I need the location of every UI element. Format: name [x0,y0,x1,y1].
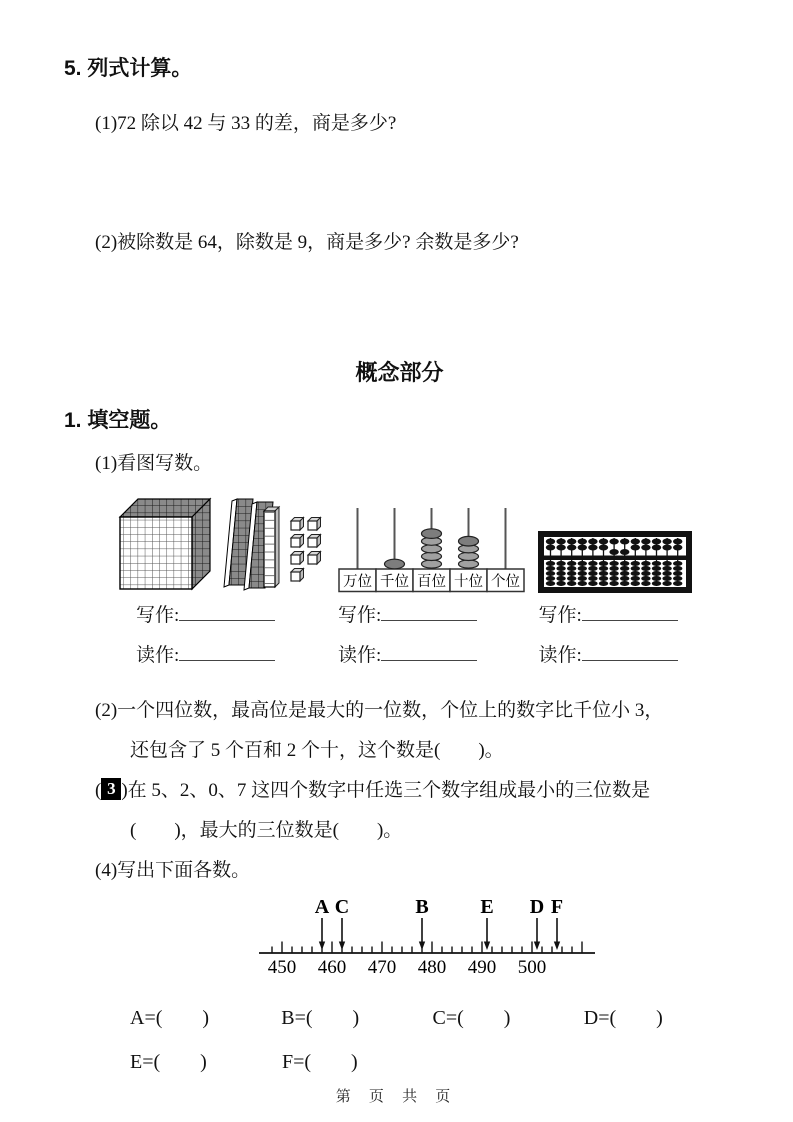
svg-text:490: 490 [467,957,497,977]
svg-text:470: 470 [367,957,397,977]
write-as-label: 写作: [338,605,382,626]
figure-column-abacus [538,497,735,667]
sub3-text: )在 5、2、0、7 这四个数字中任选三个数字组成最小的三位数是 [121,780,651,801]
question1-sub2-line2: 还包含了 5 个百和 2 个十，这个数是( )。 [130,740,504,761]
question1-sub1: (1)看图写数。 [95,453,213,474]
read-as-line [116,640,338,667]
read-as-label: 读作: [136,645,180,666]
svg-text:D: D [529,897,545,918]
counter-rods-beads [339,508,524,592]
answer-E: E=( ) [130,1051,207,1073]
svg-text:F: F [550,897,564,918]
abacus-figure [538,531,692,593]
svg-text:百位: 百位 [417,574,447,590]
svg-text:460: 460 [317,957,347,977]
read-as-line [338,640,538,667]
svg-text:C: C [334,897,350,918]
number-line-wrap [64,897,735,982]
number-line-figure [256,897,602,977]
svg-text:十位: 十位 [454,574,484,590]
answer-blank [582,645,678,661]
write-as-label: 写作: [538,605,582,626]
answer-blank [179,645,275,661]
question1-sub4: (4)写出下面各数。 [95,860,251,881]
write-as-line [116,600,338,627]
svg-text:B: B [415,897,429,918]
base-ten-blocks-figure [116,491,331,593]
boxed-number-3: 3 [101,778,121,800]
figure-column-blocks [116,491,338,667]
answer-F: F=( ) [282,1051,358,1073]
svg-text:500: 500 [517,957,547,977]
page-footer: 第 页 共 页 [335,1088,458,1105]
question1-sub3-line2: ( )，最大的三位数是( )。 [130,820,403,841]
thousand-cube [120,499,210,589]
read-as-label: 读作: [538,645,582,666]
figures-row [64,491,735,667]
answer-D: D=( ) [583,1007,663,1029]
answers-row-1 [64,996,735,1040]
answer-blank [582,605,678,621]
write-as-line [338,600,538,627]
figure-column-counter [338,491,538,667]
section-heading: 概念部分 [355,360,444,385]
answer-C: C=( ) [432,1007,511,1029]
write-as-label: 写作: [136,605,180,626]
place-value-counter-figure [338,503,525,593]
answer-blank [381,605,477,621]
paren-open: ( [95,780,102,801]
svg-text:450: 450 [267,957,297,977]
question1-sub2-line1: (2)一个四位数，最高位是最大的一位数，个位上的数字比千位小 3， [95,700,664,721]
question5-item2: (2)被除数是 64，除数是 9，商是多少? 余数是多少? [95,232,519,253]
svg-text:A: A [314,897,330,918]
question1-sub3-line1 [64,771,735,811]
read-as-label: 读作: [338,645,382,666]
unit-cubes-group [291,518,321,582]
answer-A: A=( ) [130,1007,210,1029]
answer-blank [381,645,477,661]
write-as-line [538,600,735,627]
svg-text:480: 480 [417,957,447,977]
answer-blank [179,605,275,621]
svg-text:千位: 千位 [380,574,410,590]
answers-row-2 [64,1040,735,1084]
work-space [64,135,735,227]
svg-text:E: E [480,897,494,918]
svg-text:个位: 个位 [491,574,521,590]
svg-text:万位: 万位 [343,574,373,590]
read-as-line [538,640,735,667]
ten-rod [264,507,279,587]
question1-title: 1. 填空题。 [64,409,172,432]
question5-item1: (1)72 除以 42 与 33 的差，商是多少? [95,113,397,134]
answer-B: B=( ) [281,1007,360,1029]
question5-title: 5. 列式计算。 [64,57,193,80]
